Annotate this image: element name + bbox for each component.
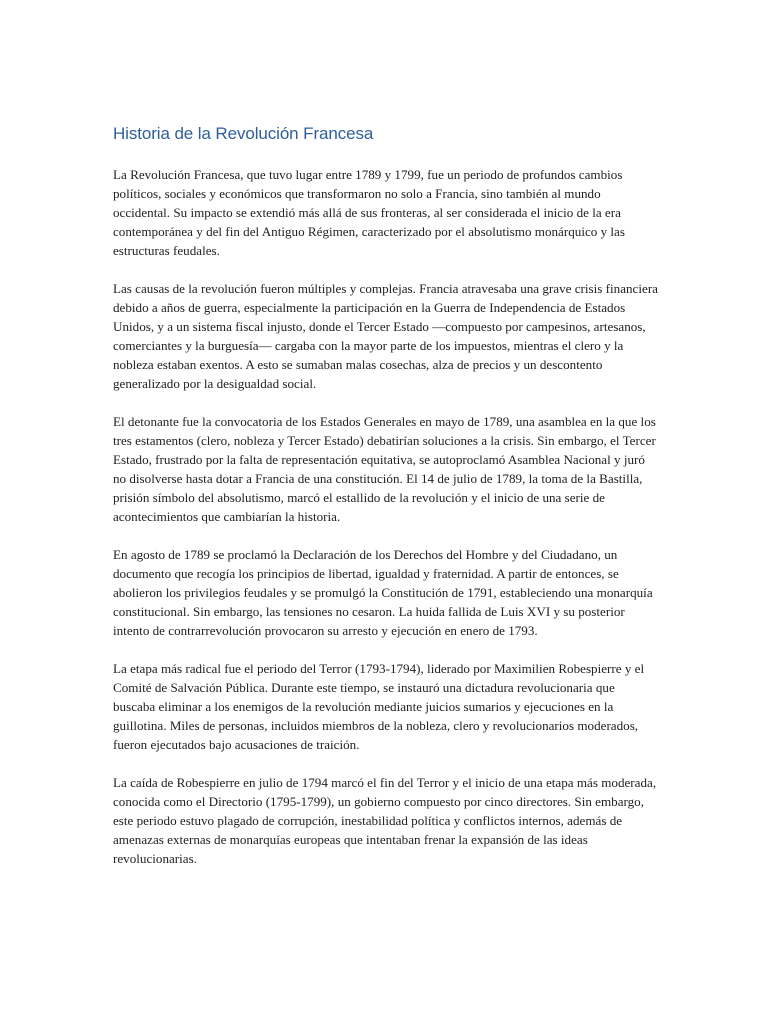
paragraph-terror: La etapa más radical fue el periodo del Terror (1793-1794), liderado por Maximilien Robespierre y el Comité de Salvación Pública. Durante este tiempo, se instauró una dictadura revolucionaria que buscaba eliminar a los enemigos de la revolución mediante juicios sumarios y ejecuciones en la guillotina. Miles de personas, incluidos miembros de la nobleza, clero y revolucionarios moderados, fueron ejecutados bajo acusaciones de traición.	[113, 661, 645, 752]
paragraph-directory: La caída de Robespierre en julio de 1794 marcó el fin del Terror y el inicio de una etapa más moderada, conocida como el Directorio (1795-1799), un gobierno compuesto por cinco directores. Sin embargo, este periodo estuvo plagado de corrupción, inestabilidad política y conflictos internos, además de amenazas externas de monarquías europeas que intentaban frenar la expansión de las ideas revolucionarias.	[113, 775, 657, 866]
paragraph-declaration: En agosto de 1789 se proclamó la Declaración de los Derechos del Hombre y del Ciudadano, un documento que recogía los principios de libertad, igualdad y fraternidad. A partir de entonces, se abolieron los privilegios feudales y se promulgó la Constitución de 1791, estableciendo una monarquía constitucional. Sin embargo, las tensiones no cesaron. La huida fallida de Luis XVI y su posterior intento de contrarrevolución provocaron su arresto y ejecución en enero de 1793.	[113, 547, 653, 638]
paragraph-causes: Las causas de la revolución fueron múltiples y complejas. Francia atravesaba una grave crisis financiera debido a años de guerra, especialmente la participación en la Guerra de Independencia de Estados Unidos, y a un sistema fiscal injusto, donde el Tercer Estado —compuesto por campesinos, artesanos, comerciantes y la burguesía— cargaba con la mayor parte de los impuestos, mientras el clero y la nobleza estaban exentos. A esto se sumaban malas cosechas, alza de precios y un descontento generalizado por la desigualdad social.	[113, 281, 658, 391]
paragraph-introduction: La Revolución Francesa, que tuvo lugar entre 1789 y 1799, fue un periodo de profundos cambios políticos, sociales y económicos que transformaron no solo a Francia, sino también al mundo occidental. Su impacto se extendió más allá de sus fronteras, al ser considerada el inicio de la era contemporánea y del fin del Antiguo Régimen, caracterizado por el absolutismo monárquico y las estructuras feudales.	[113, 167, 625, 258]
document-body	[113, 122, 658, 887]
document-title: Historia de la Revolución Francesa	[113, 124, 374, 143]
paragraph-trigger: El detonante fue la convocatoria de los Estados Generales en mayo de 1789, una asamblea en la que los tres estamentos (clero, nobleza y Tercer Estado) debatirían soluciones a la crisis. Sin embargo, el Tercer Estado, frustrado por la falta de representación equitativa, se autoproclamó Asamblea Nacional y juró no disolverse hasta dotar a Francia de una constitución. El 14 de julio de 1789, la toma de la Bastilla, prisión símbolo del absolutismo, marcó el estallido de la revolución y el inicio de una serie de acontecimientos que cambiarían la historia.	[113, 414, 656, 524]
